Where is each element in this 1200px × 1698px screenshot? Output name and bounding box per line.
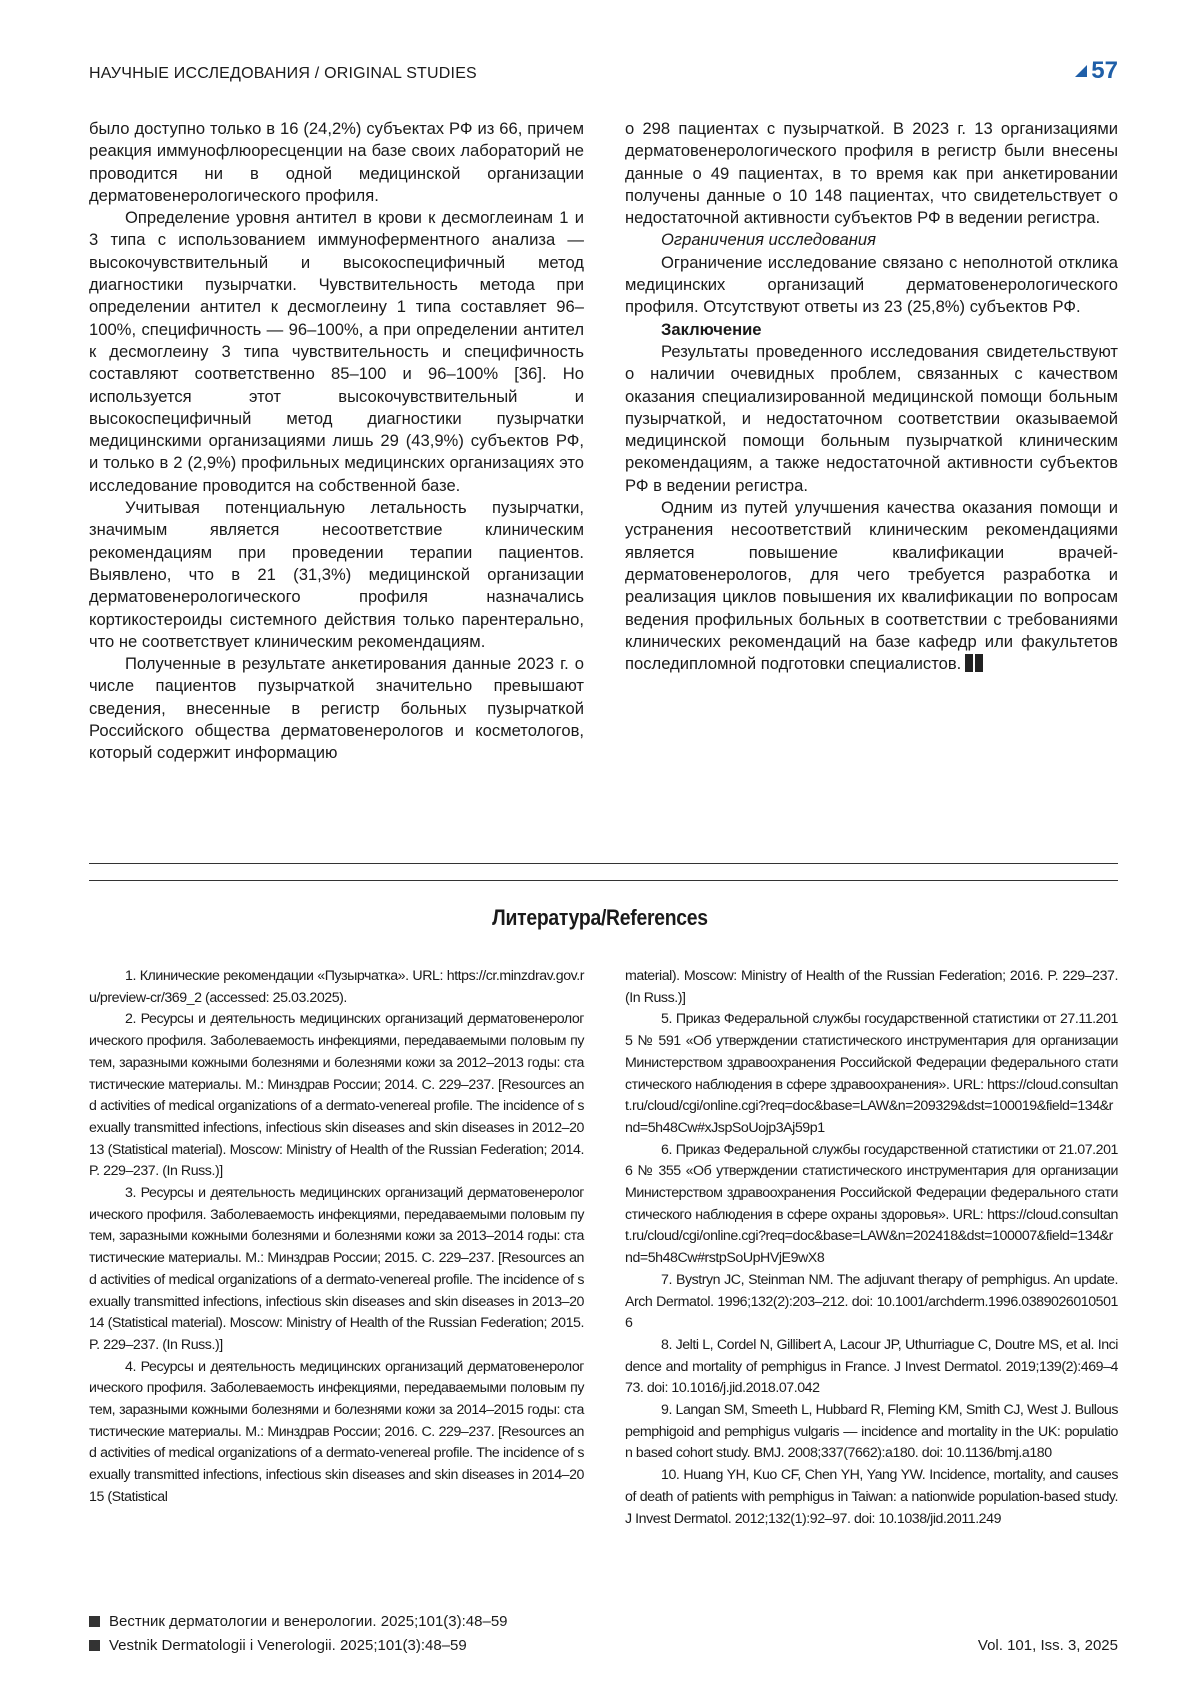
square-bullet-icon — [89, 1616, 100, 1627]
reference-item: 2. Ресурсы и деятельность медицинских организаций дерматовенерологического профиля. Заболеваемость инфекциями, передаваемыми половым путем, заразными кожными болезнями и болезнями кожи за 2012–2013 годы: статистические материалы. М.: Минздрав России; 2014. С. 229–237. [Resources and activities of medical organizations of a dermato-venereal profile. The incidence of sexually transmitted infections, infectious skin diseases and skin diseases in 2012–2013 (Statistical material). Moscow: Ministry of Health of the Russian Federation; 2014. P. 229–237. (In Russ.)] — [89, 1011, 584, 1180]
divider — [89, 863, 1118, 864]
reference-item: 1. Клинические рекомендации «Пузырчатка». URL: https://cr.minzdrav.gov.ru/preview-cr/369_2 (accessed: 25.03.2025). — [89, 968, 584, 1006]
running-head: НАУЧНЫЕ ИССЛЕДОВАНИЯ / ORIGINAL STUDIES — [89, 65, 477, 82]
section-heading-limitations: Ограничения исследования — [661, 230, 876, 250]
reference-item: material). Moscow: Ministry of Health of the Russian Federation; 2016. P. 229–237. (In Russ.)] — [625, 968, 1118, 1006]
references-column-left — [89, 966, 584, 1509]
citation-text: Vestnik Dermatologii i Venerologii. 2025;101(3):48–59 — [109, 1637, 467, 1654]
reference-item: 7. Bystryn JC, Steinman NM. The adjuvant therapy of pemphigus. An update. Arch Dermatol. 1996;132(2):203–212. doi: 10.1001/archderm.1996.03890260105016 — [625, 1271, 1118, 1332]
page-number-value: 57 — [1091, 57, 1118, 84]
paragraph: Полученные в результате анкетирования данные 2023 г. о числе пациентов пузырчаткой значительно превышают сведения, внесенные в регистр больных пузырчаткой Российского общества дерматовенерологов и косметологов, который содержит информацию — [89, 654, 584, 763]
paragraph: Результаты проведенного исследования свидетельствуют о наличии очевидных проблем, связанных с качеством оказания специализированной медицинской помощи больным пузырчаткой, и недостаточном соответствии оказываемой медицинской помощи больным пузырчаткой клиническим рекомендациям, а также недостаточной активности субъектов РФ в ведении регистра. — [625, 341, 1118, 495]
reference-item: 8. Jelti L, Cordel N, Gillibert A, Lacour JP, Uthurriague C, Doutre MS, et al. Incidence and mortality of pemphigus in France. J Invest Dermatol. 2019;139(2):469–473. doi: 10.1016/j.jid.2018.07.042 — [625, 1336, 1118, 1397]
paragraph: Определение уровня антител в крови к десмоглеинам 1 и 3 типа с использованием иммуноферментного анализа — высокочувствительный и высокоспецифичный метод диагностики пузырчатки. Чувствительность метода при определении антител к десмоглеину 1 типа составляет 96–100%, специфичность — 96–100%, а при определении антител к десмоглеину 3 типа чувствительность и специфичность составляют соответственно 85–100 и 96–100% [36]. Но используется этот высокочувствительный и высокоспецифичный метод диагностики пузырчатки медицинскими организациями лишь 29 (43,9%) субъектов РФ, и только в 2 (2,9%) профильных медицинских организациях это исследование проводится на собственной базе. — [89, 208, 584, 495]
section-heading-conclusion: Заключение — [661, 319, 762, 339]
paragraph — [625, 497, 1118, 675]
square-bullet-icon — [89, 1640, 100, 1651]
paragraph: Учитывая потенциальную летальность пузырчатки, значимым является несоответствие клиническим рекомендациям при проведении терапии пациентов. Выявлено, что в 21 (31,3%) медицинской организации дерматовенерологического профиля назначались кортикостероиды системного действия только парентерально, что не соответствует клиническим рекомендациям. — [89, 498, 584, 651]
body-column-left — [89, 118, 584, 765]
reference-item: 6. Приказ Федеральной службы государственной статистики от 21.07.2016 № 355 «Об утверждении статистического инструментария для организации Министерством здравоохранения Российской Федерации федерального статистического наблюдения в сфере охраны здоровья». URL: https://cloud.consultant.ru/cloud/cgi/online.cgi?req=doc&base=LAW&n=202418&dst=100007&field=134&rnd=5h48Cw#rstpSoUpHVjE9wX8 — [625, 1141, 1118, 1267]
triangle-icon — [1075, 65, 1087, 77]
citation-text: Вестник дерматологии и венерологии. 2025;101(3):48–59 — [109, 1613, 508, 1630]
page-number — [1075, 57, 1118, 85]
paragraph-text: Одним из путей улучшения качества оказания помощи и устранения несоответствий клиническим рекомендациями является повышение квалификации врачей-дерматовенерологов, для чего требуется разработка и реализация циклов повышения их квалификации по вопросам ведения профильных больных в соответствии с требованиями клинических рекомендаций на базе кафедр или факультетов последипломной подготовки специалистов. — [625, 498, 1118, 674]
references-title: Литература/References — [492, 905, 708, 930]
reference-item: 4. Ресурсы и деятельность медицинских организаций дерматовенерологического профиля. Заболеваемость инфекциями, передаваемыми половым путем, заразными кожными болезнями и болезнями кожи за 2014–2015 годы: статистические материалы. М.: Минздрав России; 2016. С. 229–237. [Resources and activities of medical organizations of a dermato-venereal profile. The incidence of sexually transmitted infections, infectious skin diseases and skin diseases in 2014–2015 (Statistical — [89, 1358, 584, 1505]
body-column-right — [625, 118, 1118, 675]
page-footer — [89, 1610, 1118, 1658]
paragraph: было доступно только в 16 (24,2%) субъектах РФ из 66, причем реакция иммунофлюоресценции на базе своих лабораторий не проводится ни в одной медицинской организации дерматовенерологического профиля. — [89, 119, 584, 205]
reference-item: 10. Huang YH, Kuo CF, Chen YH, Yang YW. Incidence, mortality, and causes of death of patients with pemphigus in Taiwan: a nationwide population-based study. J Invest Dermatol. 2012;132(1):92–97. doi: 10.1038/jid.2011.249 — [625, 1467, 1118, 1527]
footer-citation-en — [89, 1634, 1118, 1658]
reference-item: 5. Приказ Федеральной службы государственной статистики от 27.11.2015 № 591 «Об утверждении статистического инструментария для организации Министерством здравоохранения Российской Федерации федерального статистического наблюдения в сфере здравоохранения». URL: https://cloud.consultant.ru/cloud/cgi/online.cgi?req=doc&base=LAW&n=209329&dst=100019&field=134&rnd=5h48Cw#xJspSoUojp3Aj59p1 — [625, 1011, 1118, 1136]
reference-item: 3. Ресурсы и деятельность медицинских организаций дерматовенерологического профиля. Заболеваемость инфекциями, передаваемыми половым путем, заразными кожными болезнями и болезнями кожи за 2013–2014 годы: статистические материалы. М.: Минздрав России; 2015. С. 229–237. [Resources and activities of medical organizations of a dermato-venereal profile. The incidence of sexually transmitted infections, infectious skin diseases and skin diseases in 2013–2014 (Statistical material). Moscow: Ministry of Health of the Russian Federation; 2015. P. 229–237. (In Russ.)] — [89, 1185, 584, 1353]
divider — [89, 880, 1118, 881]
footer-citation-ru — [89, 1610, 1118, 1634]
paragraph: Ограничение исследование связано с неполнотой отклика медицинских организаций дерматовенерологического профиля. Отсутствуют ответы из 23 (25,8%) субъектов РФ. — [625, 252, 1118, 317]
page-header — [89, 57, 1118, 93]
reference-item: 9. Langan SM, Smeeth L, Hubbard R, Fleming KM, Smith CJ, West J. Bullous pemphigoid and pemphigus vulgaris — incidence and mortality in the UK: population based cohort study. BMJ. 2008;337(7662):a180. doi: 10.1136/bmj.a180 — [625, 1402, 1118, 1462]
footer-volume: Vol. 101, Iss. 3, 2025 — [977, 1637, 1118, 1654]
references-column-right — [625, 966, 1118, 1530]
paragraph: о 298 пациентах с пузырчаткой. В 2023 г. 13 организациями дерматовенерологического профиля в регистр были внесены данные о 49 пациентах, в то время как при анкетировании получены данные о 10 148 пациентах, что свидетельствует о недостаточной активности субъектов РФ в ведении регистра. — [625, 119, 1118, 228]
end-of-article-icon — [965, 654, 983, 672]
